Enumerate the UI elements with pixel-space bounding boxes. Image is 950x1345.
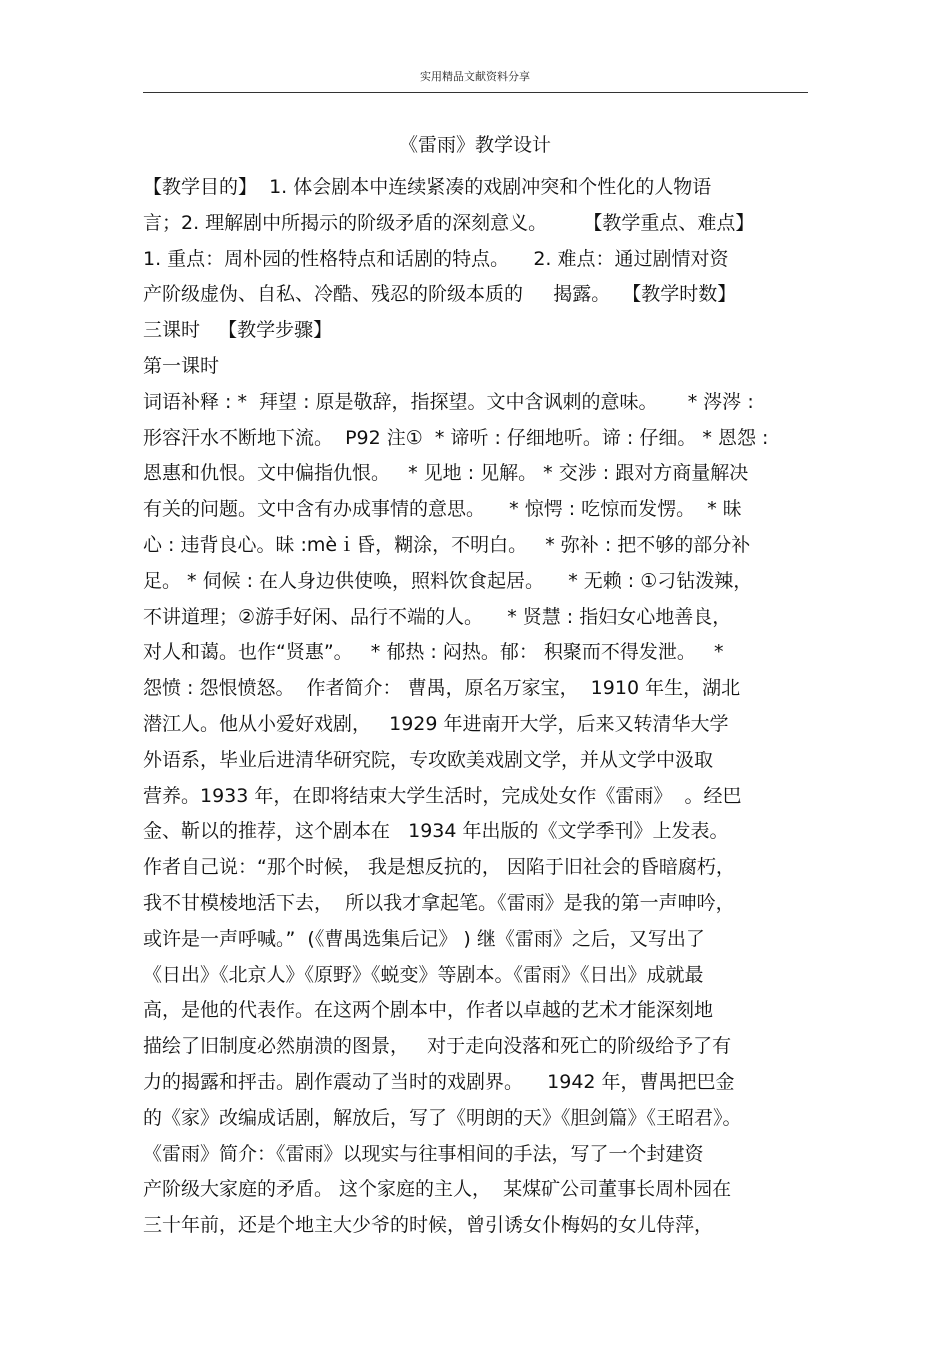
body-line: 足。 * 伺候 : 在人身边供使唤，照料饮食起居。 * 无赖 : ①刁钻泼辣， <box>143 569 753 592</box>
body-line: 恩惠和仇恨。文中偏指仇恨。 * 见地 : 见解。 * 交涉 : 跟对方商量解决 <box>143 462 749 485</box>
body-line: 【教学目的】 1. 体会剧本中连续紧凑的戏剧冲突和个性化的人物语 <box>143 176 712 198</box>
body-line: 产阶级虚伪、自私、冷酷、残忍的阶级本质的 揭露。 【教学时数】 <box>143 283 737 306</box>
body-line: 言；2. 理解剧中所揭示的阶级矛盾的深刻意义。 【教学重点、难点】 <box>143 211 755 234</box>
header-divider <box>143 92 808 93</box>
document-body <box>143 170 808 1244</box>
body-line: 对人和蔼。也作“贤惠”。 * 郁热 : 闷热。郁： 积聚而不得发泄。 * <box>143 641 724 664</box>
body-line: 《日出》《北京人》《原野》《蜕变》等剧本。《雷雨》《日出》成就最 <box>143 963 704 986</box>
body-line: 形容汗水不断地下流。 P92 注① * 谛听 : 仔细地听。谛 : 仔细。 * 恩怨 : <box>143 426 769 449</box>
body-line: 心 : 违背良心。昧 :mèｉ昏，糊涂，不明白。 * 弥补 : 把不够的部分补 <box>143 533 751 556</box>
body-line: 有关的问题。文中含有办成事情的意思。 * 惊愕 : 吃惊而发愣。 * 昧 <box>143 498 742 521</box>
body-line: 潜江人。他从小爱好戏剧， 1929 年进南开大学，后来又转清华大学 <box>143 712 729 735</box>
body-line: 的《家》改编成话剧，解放后，写了《明朗的天》《胆剑篇》《王昭君》。 <box>143 1106 742 1129</box>
body-line: 词语补释 : * 拜望 : 原是敬辞，指探望。文中含讽刺的意味。 * 涔涔 : <box>143 390 754 413</box>
body-line: 力的揭露和抨击。剧作震动了当时的戏剧界。 1942 年，曹禺把巴金 <box>143 1070 735 1093</box>
body-line: 我不甘模棱地活下去， 所以我才拿起笔。《雷雨》是我的第一声呻吟， <box>143 891 735 914</box>
body-line: 第一课时 <box>143 354 220 377</box>
running-header: 实用精品文献资料分享 <box>420 70 530 83</box>
body-line: 三十年前，还是个地主大少爷的时候，曾引诱女仆梅妈的女儿侍萍， <box>143 1214 714 1237</box>
body-line: 怨愤 : 怨恨愤怒。 作者简介： 曹禺，原名万家宝， 1910 年生，湖北 <box>143 677 741 700</box>
body-line: 不讲道理；②游手好闲、品行不端的人。 * 贤慧 : 指妇女心地善良， <box>143 605 732 628</box>
document-title: 《雷雨》教学设计 <box>398 134 551 156</box>
body-line: 产阶级大家庭的矛盾。 这个家庭的主人， 某煤矿公司董事长周朴园在 <box>143 1178 732 1201</box>
body-line: 或许是一声呼喊。” (《曹禺选集后记》 ) 继《雷雨》之后，又写出了 <box>143 927 705 950</box>
body-line: 三课时 【教学步骤】 <box>143 319 333 342</box>
body-line: 1. 重点：周朴园的性格特点和话剧的特点。 2. 难点：通过剧情对资 <box>143 247 729 270</box>
body-line: 营养。1933 年，在即将结束大学生活时，完成处女作《雷雨》 。经巴 <box>143 784 742 807</box>
body-line: 金、靳以的推荐，这个剧本在 1934 年出版的《文学季刊》上发表。 <box>143 820 729 843</box>
body-line: 《雷雨》简介：《雷雨》以现实与往事相间的手法，写了一个封建资 <box>143 1142 704 1165</box>
body-line: 作者自己说：“那个时候， 我是想反抗的， 因陷于旧社会的昏暗腐朽， <box>143 856 735 879</box>
body-line: 外语系，毕业后进清华研究院，专攻欧美戏剧文学，并从文学中汲取 <box>143 748 714 771</box>
body-line: 描绘了旧制度必然崩溃的图景， 对于走向没落和死亡的阶级给予了有 <box>143 1035 732 1058</box>
body-line: 高，是他的代表作。在这两个剧本中，作者以卓越的艺术才能深刻地 <box>143 999 714 1022</box>
